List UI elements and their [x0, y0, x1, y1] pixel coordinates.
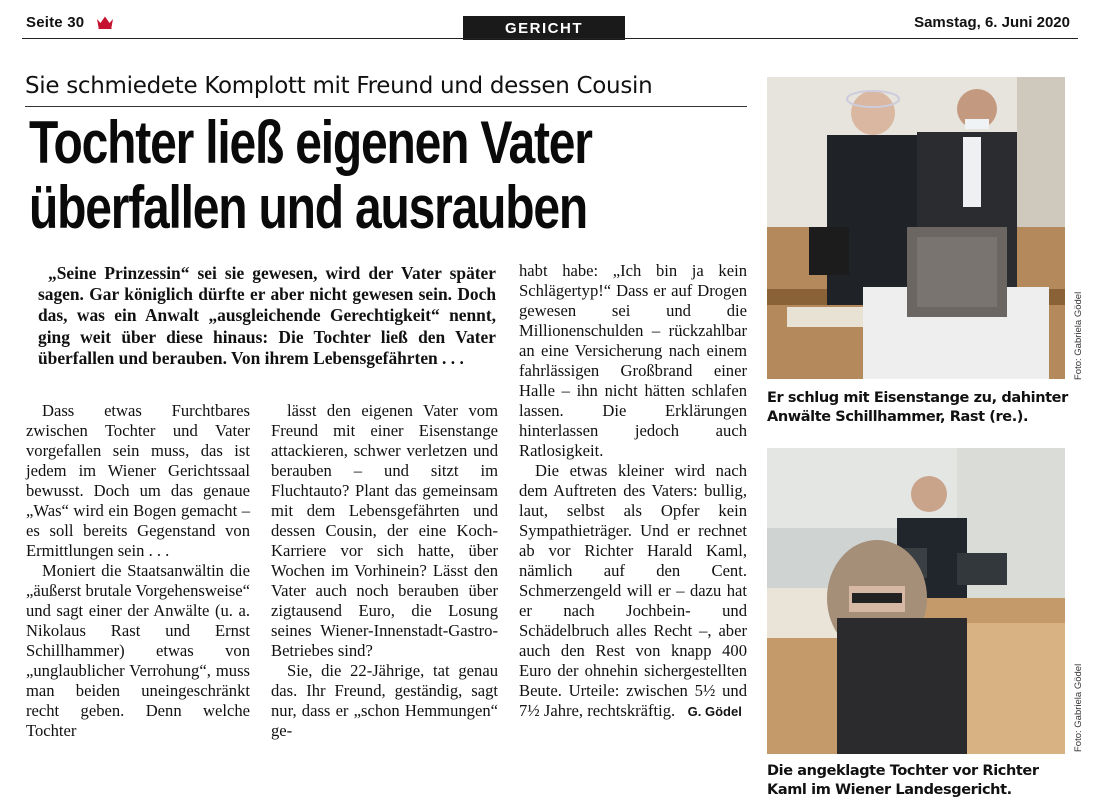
court-photo-lawyers: [767, 77, 1065, 379]
body-column-1: [26, 401, 250, 741]
page-number: Seite 30: [26, 14, 85, 31]
header-rule: [22, 38, 1078, 39]
photo-credit: Foto: Gabriela Gödel: [1073, 663, 1084, 752]
body-column-2: [271, 401, 498, 741]
paragraph: Moniert die Staatsanwältin die „äußerst brutale Vorgehensweise“ und sagt einer der Anwälte (u. a. Nikolaus Rast und Ernst Schillhammer) etwas von „unglaublicher Verrohung“, muss man beiden uneingeschränkt recht geben. Denn welche Tochter: [26, 561, 250, 740]
page-header: [0, 0, 1100, 42]
body-column-3: [519, 261, 747, 722]
headline-line-1: Tochter ließ eigenen Vater: [29, 109, 592, 176]
author-byline: G. Gödel: [687, 704, 742, 719]
crown-icon: [96, 15, 114, 29]
paragraph: Dass etwas Furchtbares zwischen Tochter und Vater vorgefallen sein muss, das ist jedem im Wiener Gerichtssaal bewusst. Doch um das genaue „Was“ wird ein Bogen gemacht – es soll bereits Gegenstand von Ermittlungen sein . . .: [26, 401, 250, 560]
paragraph: lässt den eigenen Vater vom Freund mit einer Eisenstange attackieren, schwer verletzen und berauben – und sitzt im Fluchtauto? Plant das gemeinsam mit dem Lebensgefährten und dessen Cousin, der eine Koch-Karriere vor sich hatte, über Wochen im Vorhinein? Lässt den Vater auch noch berauben über zigtausend Euro, die Losung seines Wiener-Innenstadt-Gastro-Betriebes sind?: [271, 401, 498, 660]
article-lead: „Seine Prinzessin“ sei sie gewesen, wird der Vater später sagen. Gar königlich dürfte er aber nicht gewesen sein. Doch das, was ein Anwalt „ausgleichende Gerechtigkeit“ nennt, ging weit über diese hinaus: Die Tochter ließ den Vater überfallen und berauben. Von ihrem Lebensgefährten . . .: [38, 263, 496, 368]
paragraph: Sie, die 22-Jährige, tat genau das. Ihr Freund, geständig, sagt nur, dass er „schon Hemmungen“ ge-: [271, 661, 498, 740]
photo-caption: Die angeklagte Tochter vor Richter Kaml im Wiener Landesgericht.: [767, 763, 1039, 798]
issue-date: Samstag, 6. Juni 2020: [914, 14, 1070, 31]
section-label: GERICHT: [463, 16, 625, 40]
overline-rule: [25, 106, 747, 107]
paragraph-text: Die etwas kleiner wird nach dem Auftreten des Vaters: bullig, laut, selbst als Opfer kein Sympathieträger. Und er rechnet ab vor Richter Harald Kaml, nämlich auf den Cent. Schmerzengeld will er – dazu hat er nach Jochbein- und Schädelbruch alles Recht –, aber auch den Rest von knapp 400 Euro der ohnehin sichergestellten Beute. Urteile: zwischen 5½ und 7½ Jahre, rechtskräftig.: [519, 461, 747, 720]
paragraph: habt habe: „Ich bin ja kein Schlägertyp!“ Dass er auf Drogen gewesen sei und die Millionenschulden – rückzahlbar an eine Versicherung nach einem fahrlässigen Großbrand einer Halle – ihn nicht hätten schlafen lassen. Die Erklärungen hinterlassen jedoch auch Ratlosigkeit.: [519, 261, 747, 460]
article-headline: [29, 110, 605, 240]
paragraph: [519, 461, 747, 722]
court-photo-daughter: [767, 448, 1065, 754]
article-overline: Sie schmiedete Komplott mit Freund und dessen Cousin: [25, 73, 653, 99]
photo-credit: Foto: Gabriela Gödel: [1073, 291, 1084, 380]
headline-line-2: überfallen und ausrauben: [29, 174, 587, 241]
photo-caption: Er schlug mit Eisenstange zu, dahinter Anwälte Schillhammer, Rast (re.).: [767, 390, 1068, 425]
